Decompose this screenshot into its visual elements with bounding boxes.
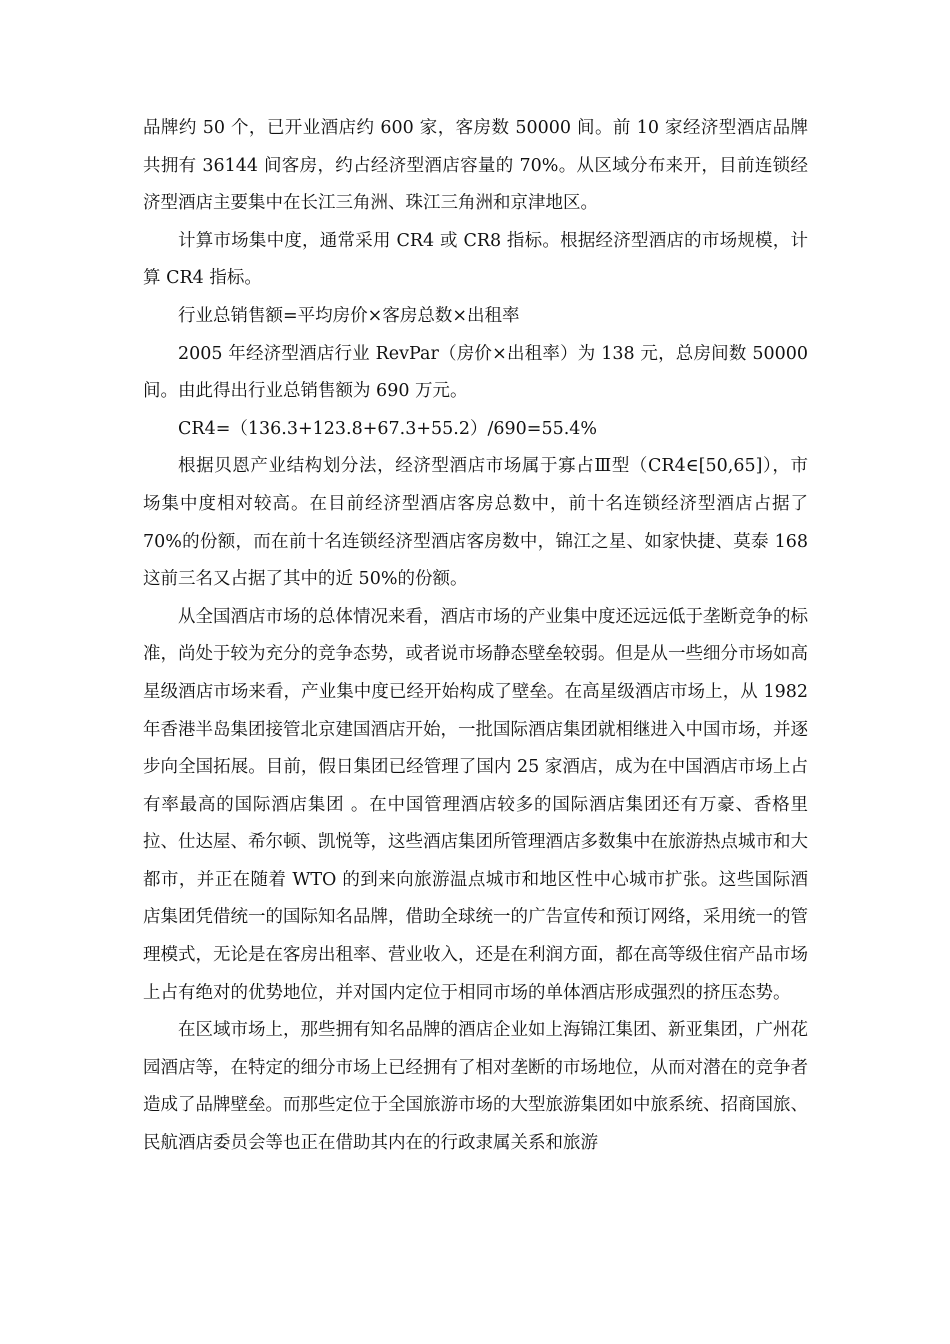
document-body [143, 110, 808, 1163]
paragraph-formula-total-sales: 行业总销售额=平均房价×客房总数×出租率 [178, 305, 520, 326]
paragraph-cr4-formula: CR4=（136.3+123.8+67.3+55.2）/690=55.4% [178, 418, 598, 439]
paragraph-national-market: 从全国酒店市场的总体情况来看，酒店市场的产业集中度还远远低于垄断竞争的标准，尚处于较为充分的竞争态势，或者说市场静态壁垒较弱。但是从一些细分市场如高星级酒店市场来看，产业集中度已经开始构成了壁垒。在高星级酒店市场上，从 1982 年香港半岛集团接管北京建国酒店开始，一批国际酒店集团就相继进入中国市场，并逐步向全国拓展。目前，假日集团已经管理了国内 25 家酒店，成为在中国酒店市场上占有率最高的国际酒店集团 。在中国管理酒店较多的国际酒店集团还有万豪、香格里拉、仕达屋、希尔顿、凯悦等，这些酒店集团所管理酒店多数集中在旅游热点城市和大都市，并正在随着 WTO 的到来向旅游温点城市和地区性中心城市扩张。这些国际酒店集团凭借统一的国际知名品牌，借助全球统一的广告宣传和预订网络，采用统一的管理模式，无论是在客房出租率、营业收入，还是在利润方面，都在高等级住宿产品市场上占有绝对的优势地位，并对国内定位于相同市场的单体酒店形成强烈的挤压态势。 [143, 606, 808, 1003]
paragraph-bain-classification: 根据贝恩产业结构划分法，经济型酒店市场属于寡占Ⅲ型（CR4∈[50,65]），市场集中度相对较高。在目前经济型酒店客房总数中，前十名连锁经济型酒店占据了 70%的份额，而在前十名连锁经济型酒店客房数中，锦江之星、如家快捷、莫泰 168 这前三名又占据了其中的近 50%的份额。 [143, 456, 808, 590]
paragraph-continued: 品牌约 50 个，已开业酒店约 600 家，客房数 50000 间。前 10 家经济型酒店品牌共拥有 36144 间客房，约占经济型酒店容量的 70%。从区域分布来开，目前连锁经济型酒店主要集中在长江三角洲、珠江三角洲和京津地区。 [143, 118, 808, 214]
paragraph-regional-market: 在区域市场上，那些拥有知名品牌的酒店企业如上海锦江集团、新亚集团，广州花园酒店等，在特定的细分市场上已经拥有了相对垄断的市场地位，从而对潜在的竞争者造成了品牌壁垒。而那些定位于全国旅游市场的大型旅游集团如中旅系统、招商国旅、民航酒店委员会等也正在借助其内在的行政隶属关系和旅游 [143, 1020, 808, 1154]
paragraph-cr4-method: 计算市场集中度，通常采用 CR4 或 CR8 指标。根据经济型酒店的市场规模，计算 CR4 指标。 [143, 230, 808, 289]
paragraph-revpar: 2005 年经济型酒店行业 RevPar（房价×出租率）为 138 元，总房间数 50000 间。由此得出行业总销售额为 690 万元。 [143, 343, 808, 402]
